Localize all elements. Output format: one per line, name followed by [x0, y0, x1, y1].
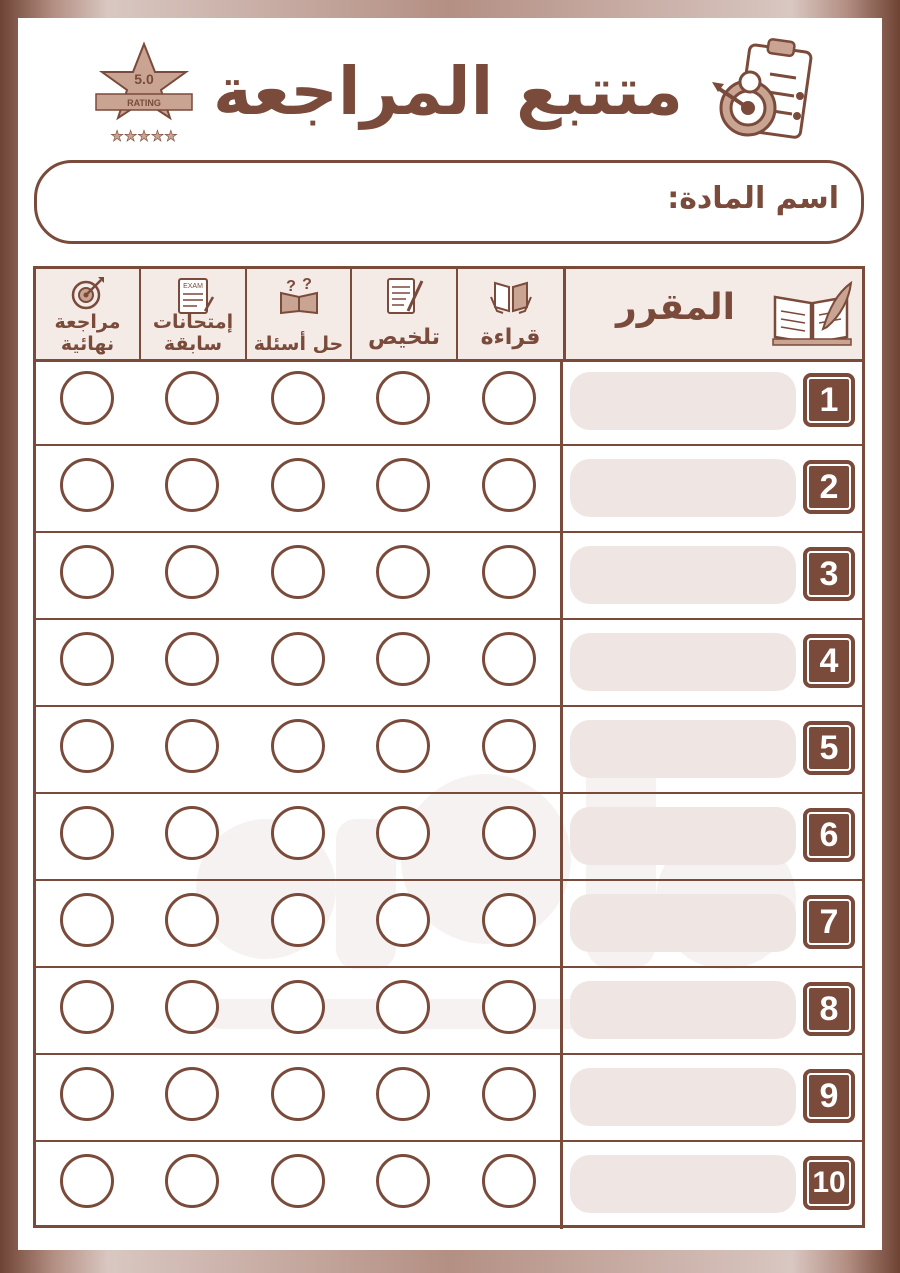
subject-name-label: اسم المادة:: [667, 181, 839, 216]
row-number-badge: 3: [803, 547, 855, 601]
tracker-sheet: [18, 18, 882, 1250]
checkbox-solve-questions[interactable]: [271, 719, 325, 773]
checkbox-solve-questions[interactable]: [271, 806, 325, 860]
row-number-badge: 10: [803, 1156, 855, 1210]
row-number-badge: 7: [803, 895, 855, 949]
checkbox-reading[interactable]: [482, 458, 536, 512]
checkbox-summary[interactable]: [376, 806, 430, 860]
checkbox-solve-questions[interactable]: [271, 1154, 325, 1208]
page-title: متتبع المراجعة: [213, 53, 683, 130]
svg-text:?: ?: [285, 278, 296, 295]
checkbox-summary[interactable]: [376, 893, 430, 947]
checkbox-final-review[interactable]: [60, 1067, 114, 1121]
checkbox-final-review[interactable]: [60, 545, 114, 599]
course-name-field[interactable]: [570, 894, 796, 952]
checkbox-final-review[interactable]: [60, 893, 114, 947]
table-row: [36, 707, 862, 794]
checkbox-final-review[interactable]: [60, 458, 114, 512]
header: [18, 18, 882, 158]
course-name-field[interactable]: [570, 981, 796, 1039]
col-course: [563, 269, 862, 359]
table-row: [36, 968, 862, 1055]
table-row: [36, 1142, 862, 1229]
checkbox-solve-questions[interactable]: [271, 632, 325, 686]
checkbox-final-review[interactable]: [60, 632, 114, 686]
checkbox-summary[interactable]: [376, 371, 430, 425]
checkbox-reading[interactable]: [482, 1154, 536, 1208]
row-number-badge: 5: [803, 721, 855, 775]
rating-word: RATING: [127, 98, 161, 108]
column-divider: [560, 359, 563, 444]
col-past-exams: [139, 269, 245, 359]
course-name-field[interactable]: [570, 459, 796, 517]
checkbox-reading[interactable]: [482, 719, 536, 773]
checkbox-past-exams[interactable]: [165, 371, 219, 425]
open-book-quill-icon: [771, 279, 853, 349]
col-summary: [350, 269, 456, 359]
rating-stars: ★★★★★: [110, 127, 178, 145]
checkbox-summary[interactable]: [376, 545, 430, 599]
column-divider: [560, 707, 563, 792]
table-row: [36, 794, 862, 881]
checkbox-past-exams[interactable]: [165, 719, 219, 773]
checkbox-past-exams[interactable]: [165, 806, 219, 860]
checkbox-past-exams[interactable]: [165, 1154, 219, 1208]
reading-icon: [489, 275, 533, 315]
column-divider: [560, 1142, 563, 1229]
course-name-field[interactable]: [570, 372, 796, 430]
checkbox-reading[interactable]: [482, 980, 536, 1034]
checkbox-summary[interactable]: [376, 1067, 430, 1121]
row-number-badge: 4: [803, 634, 855, 688]
table-row: [36, 446, 862, 533]
checkbox-final-review[interactable]: [60, 371, 114, 425]
checkbox-summary[interactable]: [376, 719, 430, 773]
checkbox-solve-questions[interactable]: [271, 893, 325, 947]
checkbox-final-review[interactable]: [60, 1154, 114, 1208]
row-number-badge: 9: [803, 1069, 855, 1123]
course-name-field[interactable]: [570, 546, 796, 604]
checkbox-solve-questions[interactable]: [271, 545, 325, 599]
col-reading: [456, 269, 563, 359]
checkbox-final-review[interactable]: [60, 806, 114, 860]
column-divider: [560, 1055, 563, 1140]
checkbox-solve-questions[interactable]: [271, 1067, 325, 1121]
checkbox-reading[interactable]: [482, 893, 536, 947]
table-row: [36, 881, 862, 968]
checkbox-summary[interactable]: [376, 458, 430, 512]
table-row: [36, 533, 862, 620]
column-divider: [560, 881, 563, 966]
col-past-exams-label: إمتحانات سابقة: [152, 311, 234, 355]
checkbox-summary[interactable]: [376, 1154, 430, 1208]
col-final-review-label: مراجعة نهائية: [54, 311, 121, 355]
checkbox-solve-questions[interactable]: [271, 980, 325, 1034]
svg-text:?: ?: [301, 276, 312, 293]
col-solve-questions-label: حل أسئلة: [253, 333, 344, 355]
table-row: [36, 620, 862, 707]
row-number-badge: 1: [803, 373, 855, 427]
checkbox-final-review[interactable]: [60, 719, 114, 773]
column-divider: [560, 620, 563, 705]
rating-value: 5.0: [134, 71, 154, 87]
row-number-badge: 6: [803, 808, 855, 862]
subject-name-field[interactable]: [34, 160, 864, 244]
checkbox-past-exams[interactable]: [165, 1067, 219, 1121]
row-number-badge: 2: [803, 460, 855, 514]
row-number-badge: 8: [803, 982, 855, 1036]
tracker-table: [33, 266, 865, 1228]
checkbox-final-review[interactable]: [60, 980, 114, 1034]
checkbox-reading[interactable]: [482, 632, 536, 686]
checkbox-past-exams[interactable]: [165, 545, 219, 599]
clipboard-target-icon: [704, 36, 814, 148]
col-solve-questions: [245, 269, 350, 359]
table-row: [36, 359, 862, 446]
checkbox-past-exams[interactable]: [165, 893, 219, 947]
checkbox-past-exams[interactable]: [165, 458, 219, 512]
col-course-label: المقرر: [616, 287, 736, 328]
table-row: [36, 1055, 862, 1142]
checkbox-solve-questions[interactable]: [271, 458, 325, 512]
column-divider: [560, 533, 563, 618]
col-reading-label: قراءة: [480, 325, 541, 350]
column-divider: [560, 968, 563, 1053]
exam-icon-text: EXAM: [183, 283, 203, 290]
column-divider: [560, 794, 563, 879]
checkbox-past-exams[interactable]: [165, 632, 219, 686]
table-header: [36, 269, 862, 362]
target-icon: [70, 275, 106, 311]
checkbox-reading[interactable]: [482, 806, 536, 860]
checkbox-reading[interactable]: [482, 1067, 536, 1121]
questions-icon: [277, 275, 321, 315]
course-name-field[interactable]: [570, 1155, 796, 1213]
checkbox-solve-questions[interactable]: [271, 371, 325, 425]
exam-icon: [171, 275, 215, 315]
summary-icon: [382, 275, 426, 319]
checkbox-past-exams[interactable]: [165, 980, 219, 1034]
col-final-review: [36, 269, 139, 359]
column-divider: [560, 446, 563, 531]
col-summary-label: تلخيص: [367, 325, 441, 350]
checkbox-summary[interactable]: [376, 632, 430, 686]
checkbox-reading[interactable]: [482, 371, 536, 425]
course-name-field[interactable]: [570, 807, 796, 865]
course-name-field[interactable]: [570, 1068, 796, 1126]
course-name-field[interactable]: [570, 720, 796, 778]
rating-badge-icon: [92, 40, 196, 150]
checkbox-summary[interactable]: [376, 980, 430, 1034]
course-name-field[interactable]: [570, 633, 796, 691]
checkbox-reading[interactable]: [482, 545, 536, 599]
